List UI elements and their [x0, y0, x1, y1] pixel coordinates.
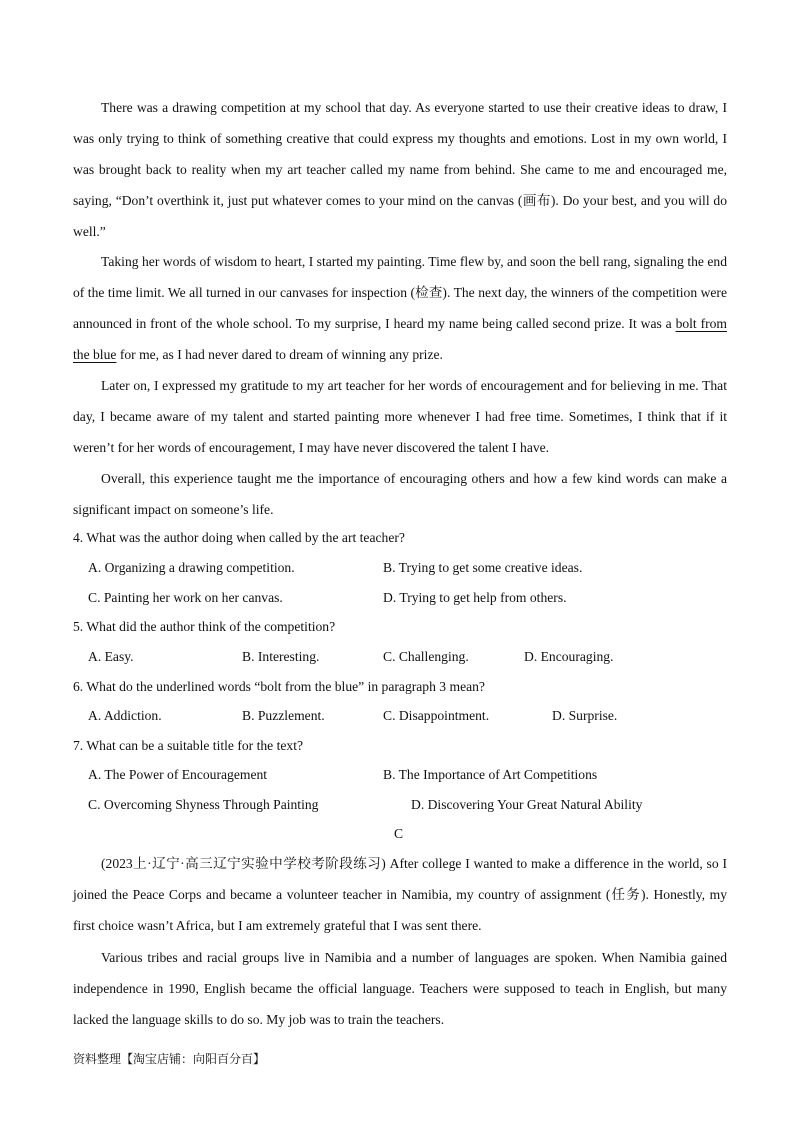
- section-c-paragraph-1: (2023上·辽宁·高三辽宁实验中学校考阶段练习) After college I wanted to make a difference in the world, so I joined the Peace Corps and became a volunteer teacher in Namibia, my country of assignment (任务). Honestly, my first choice wasn’t Africa, but I am extremely grateful that I was sent there.: [73, 856, 727, 933]
- question-7-option-c: C. Overcoming Shyness Through Painting: [88, 797, 319, 812]
- passage-paragraph-2: [73, 246, 727, 370]
- footer-note: 资料整理【淘宝店铺：向阳百分百】: [73, 1052, 266, 1066]
- paragraph-2-text-b: for me, as I had never dared to dream of winning any prize.: [116, 347, 443, 362]
- paragraph-2-text-a: Taking her words of wisdom to heart, I started my painting. Time flew by, and soon the bell rang, signaling the end of the time limit. We all turned in our canvases for inspection (检查). The next day, the winners of the competition were announced in front of the whole school. To my surprise, I heard my name being called second prize. It was a: [73, 254, 727, 331]
- question-5-option-a: A. Easy.: [88, 649, 134, 664]
- question-7-option-a: A. The Power of Encouragement: [88, 767, 268, 782]
- question-6-option-a: A. Addiction.: [88, 708, 162, 723]
- question-6-option-d: D. Surprise.: [552, 708, 618, 723]
- passage-paragraph-1: There was a drawing competition at my school that day. As everyone started to use their creative ideas to draw, I was only trying to think of something creative that could express my thoughts and emotions. Lost in my own world, I was brought back to reality when my art teacher called my name from behind. She came to me and encouraged me, saying, “Don’t overthink it, just put whatever comes to your mind on the canvas (画布). Do your best, and you will do well.”: [73, 100, 727, 239]
- question-7-option-b: B. The Importance of Art Competitions: [383, 767, 598, 782]
- passage-paragraph-3: Later on, I expressed my gratitude to my art teacher for her words of encouragement and for believing in me. That day, I became aware of my talent and started painting more whenever I had free time. Sometimes, I think that if it weren’t for her words of encouragement, I may have never discovered the talent I have.: [73, 378, 727, 455]
- passage-paragraph-4: Overall, this experience taught me the importance of encouraging others and how a few kind words can make a significant impact on someone’s life.: [73, 471, 727, 517]
- question-5-option-c: C. Challenging.: [383, 649, 469, 664]
- question-5-option-b: B. Interesting.: [242, 649, 320, 664]
- question-4-stem: 4. What was the author doing when called by the art teacher?: [73, 530, 405, 545]
- question-5-option-d: D. Encouraging.: [524, 649, 614, 664]
- question-6-stem: 6. What do the underlined words “bolt from the blue” in paragraph 3 mean?: [73, 679, 485, 694]
- question-4-option-b: B. Trying to get some creative ideas.: [383, 560, 583, 575]
- question-6-option-c: C. Disappointment.: [383, 708, 490, 723]
- section-letter-c: C: [394, 826, 404, 841]
- question-5-stem: 5. What did the author think of the competition?: [73, 619, 336, 634]
- question-4-option-c: C. Painting her work on her canvas.: [88, 590, 283, 605]
- question-4-option-a: A. Organizing a drawing competition.: [88, 560, 295, 575]
- question-6-option-b: B. Puzzlement.: [242, 708, 325, 723]
- question-4-option-d: D. Trying to get help from others.: [383, 590, 567, 605]
- underlined-phrase: bolt from the blue: [73, 316, 727, 362]
- question-7-stem: 7. What can be a suitable title for the text?: [73, 738, 303, 753]
- section-c-paragraph-2: Various tribes and racial groups live in Namibia and a number of languages are spoken. When Namibia gained independence in 1990, English became the official language. Teachers were supposed to teach in English, but many lacked the language skills to do so. My job was to train the teachers.: [73, 950, 727, 1027]
- question-7-option-d: D. Discovering Your Great Natural Ability: [411, 797, 643, 812]
